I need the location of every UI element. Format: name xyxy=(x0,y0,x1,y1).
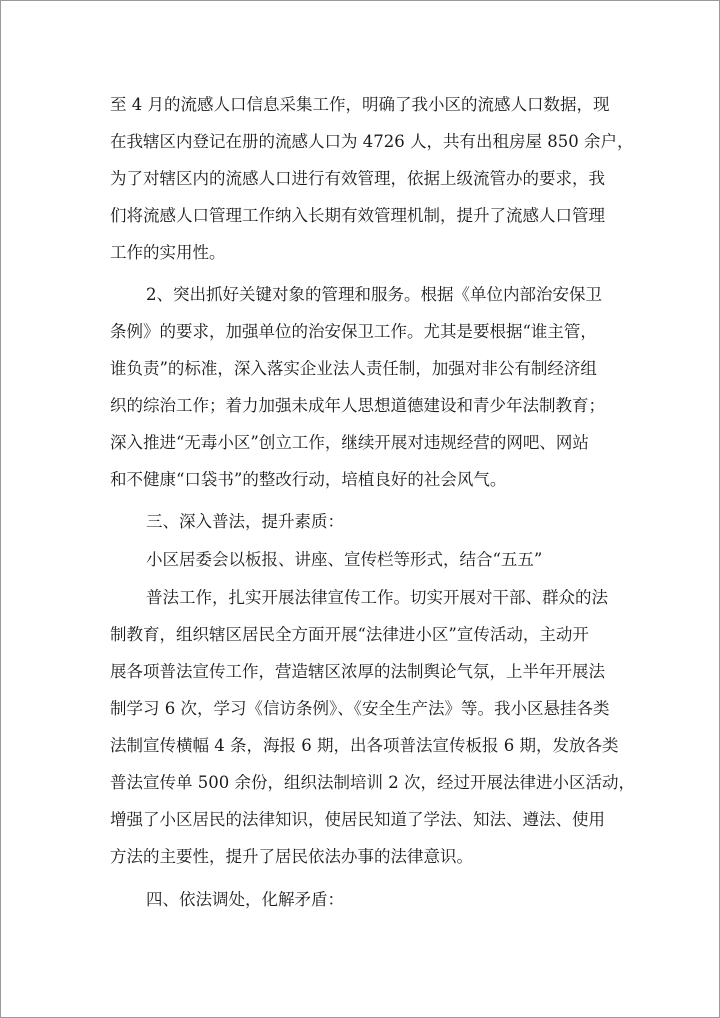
section-3-paragraph-first-line: 普法工作，扎实开展法律宣传工作。切实开展对干部、群众的法 xyxy=(146,588,608,607)
text-line-11: 和不健康“口袋书”的整改行动，培植良好的社会风气。 xyxy=(110,470,507,489)
text-line-5: 工作的实用性。 xyxy=(110,243,226,262)
section-heading-4: 四、依法调处，化解矛盾： xyxy=(146,890,344,909)
text-line-10: 深入推进“无毒小区”创立工作，继续开展对违规经营的网吧、网站 xyxy=(110,433,589,452)
text-line-17: 制学习 6 次，学习《信访条例》、《安全生产法》等。我小区悬挂各类 xyxy=(110,699,610,718)
text-line-18: 法制宣传横幅 4 条，海报 6 期，出各项普法宣传板报 6 期，发放各类 xyxy=(110,736,619,755)
text-line-7: 条例》的要求，加强单位的治安保卫工作。尤其是要根据“谁主管， xyxy=(110,322,597,341)
text-line-4: 们将流感人口管理工作纳入长期有效管理机制，提升了流感人口管理 xyxy=(110,206,605,225)
text-line-2: 在我辖区内登记在册的流感人口为 4726 人，共有出租房屋 850 余户， xyxy=(110,132,634,151)
text-line-21: 方法的主要性，提升了居民依法办事的法律意识。 xyxy=(110,847,473,866)
text-line-9: 织的综治工作；着力加强未成年人思想道德建设和青少年法制教育； xyxy=(110,396,605,415)
text-line-16: 展各项普法宣传工作，营造辖区浓厚的法制舆论气氛，上半年开展法 xyxy=(110,662,605,681)
section-3-intro-line: 小区居委会以板报、讲座、宣传栏等形式，结合“五五” xyxy=(146,550,543,569)
text-line-20: 增强了小区居民的法律知识，使居民知道了学法、知法、遵法、使用 xyxy=(110,810,605,829)
paragraph-2-first-line: 2、突出抓好关键对象的管理和服务。根据《单位内部治安保卫 xyxy=(146,285,602,304)
text-line-8: 谁负责”的标准，深入落实企业法人责任制，加强对非公有制经济组 xyxy=(110,359,597,378)
section-heading-3: 三、深入普法，提升素质： xyxy=(146,512,344,531)
text-line-15: 制教育，组织辖区居民全方面开展“法律进小区”宣传活动，主动开 xyxy=(110,625,589,644)
text-line-19: 普法宣传单 500 余份，组织法制培训 2 次，经过开展法律进小区活动， xyxy=(110,773,635,792)
text-line-1: 至 4 月的流感人口信息采集工作，明确了我小区的流感人口数据，现 xyxy=(110,95,610,114)
text-line-3: 为了对辖区内的流感人口进行有效管理，依据上级流管办的要求，我 xyxy=(110,169,605,188)
